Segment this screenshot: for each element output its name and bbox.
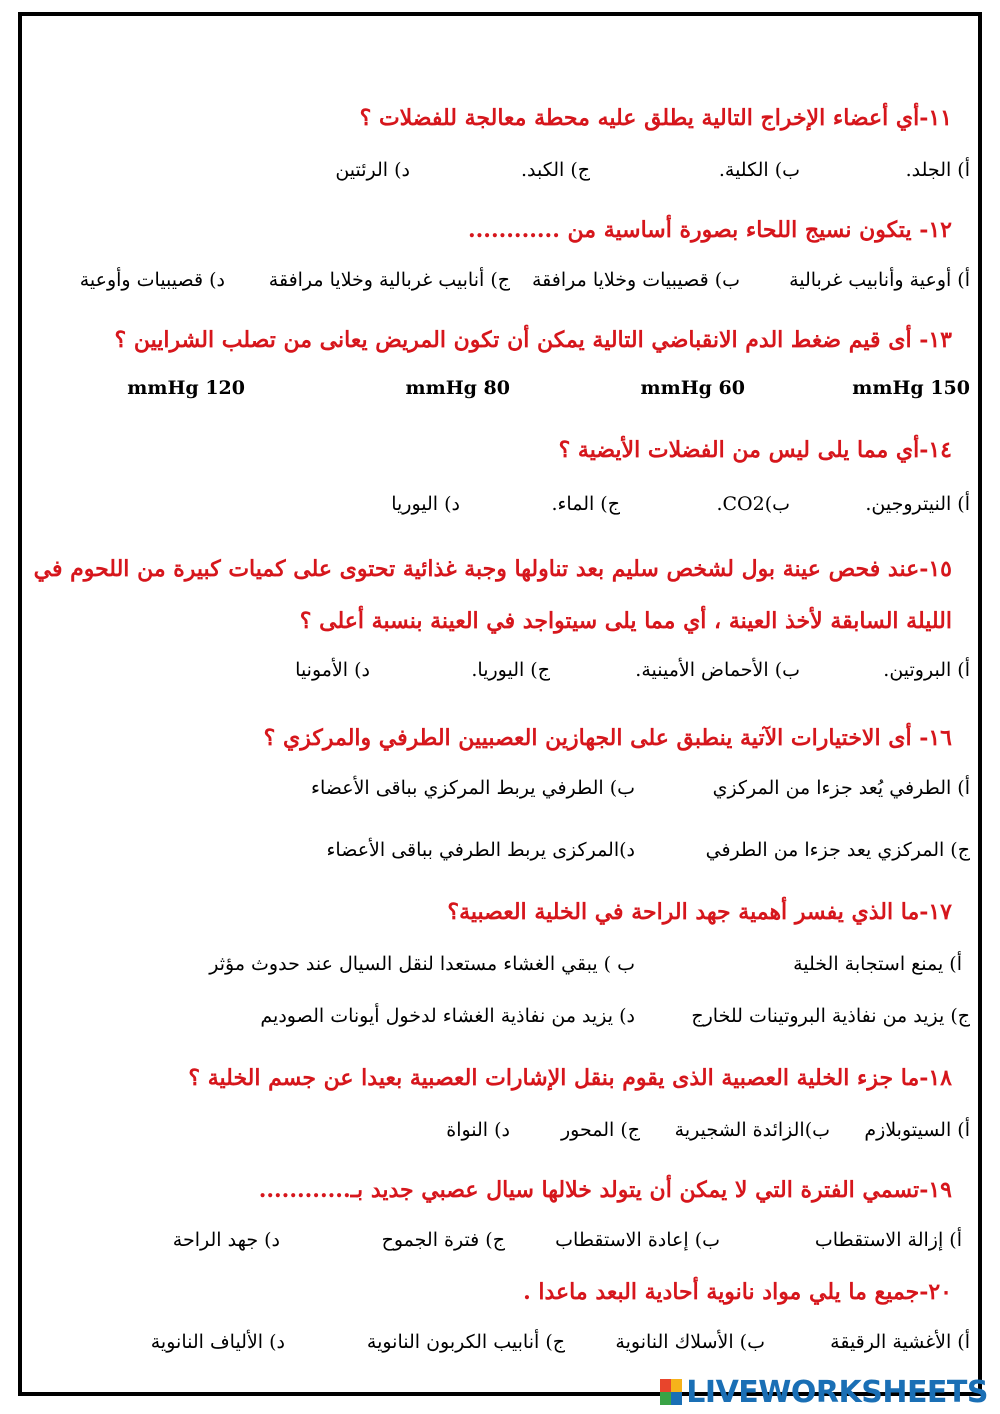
option-a[interactable]: mmHg 150 (852, 377, 970, 399)
option-d[interactable]: د) الألياف النانوية (150, 1331, 285, 1353)
option-c[interactable]: ج) الماء. (551, 493, 620, 515)
option-c[interactable]: ج) فترة الجموح (381, 1229, 505, 1251)
question-11-text: ١١-أي أعضاء الإخراج التالية يطلق عليه محطة معالجة للفضلات ؟ (359, 105, 952, 131)
option-c[interactable]: ج) أنابيب غربالية وخلايا مرافقة (268, 269, 510, 291)
option-b[interactable]: ب) الأحماض الأمينية. (635, 659, 800, 681)
liveworksheets-logo[interactable] (660, 1372, 988, 1412)
question-13-text: ١٣- أى قيم ضغط الدم الانقباضي التالية يمكن أن تكون المريض يعانى من تصلب الشرايين ؟ (114, 327, 952, 353)
question-17-text: ١٧-ما الذي يفسر أهمية جهد الراحة في الخلية العصبية؟ (447, 899, 952, 925)
question-17-options-2 (30, 999, 970, 1033)
option-d[interactable]: د) الرئتين (335, 159, 410, 181)
liveworksheets-icon (660, 1379, 682, 1405)
question-15-options (30, 653, 970, 687)
option-b[interactable]: ب) الكلية. (718, 159, 800, 181)
option-c[interactable]: ج) المحور (560, 1119, 640, 1141)
option-d[interactable]: د) الأمونيا (295, 659, 370, 681)
option-b[interactable]: ب) قصيبيات وخلايا مرافقة (531, 269, 740, 291)
logo-text: LIVEWORKSHEETS (686, 1374, 988, 1410)
question-12-options (30, 263, 970, 297)
question-18-options (30, 1113, 970, 1147)
question-15-text: ١٥-عند فحص عينة بول لشخص سليم بعد تناولها وجبة غذائية تحتوى على كميات كبيرة من اللحوم في الليلة السابقة لأخذ العينة ، أي مما يلى سيتواجد في العينة بنسبة أعلى ؟ (33, 556, 952, 634)
question-12-text: ١٢- يتكون نسيج اللحاء بصورة أساسية من ............ (467, 217, 952, 243)
option-a[interactable]: أ) يمنع استجابة الخلية (793, 953, 962, 975)
option-a[interactable]: أ) البروتين. (883, 659, 970, 681)
option-d[interactable]: د) جهد الراحة (172, 1229, 280, 1251)
question-16-options-1 (30, 771, 970, 805)
question-18-text: ١٨-ما جزء الخلية العصبية الذى يقوم بنقل الإشارات العصبية بعيدا عن جسم الخلية ؟ (188, 1065, 952, 1091)
question-11-options (30, 153, 970, 187)
question-16-options-2 (30, 833, 970, 867)
option-a[interactable]: أ) أوعية وأنابيب غربالية (789, 269, 970, 291)
option-c[interactable]: ج) الكبد. (520, 159, 590, 181)
option-c[interactable]: ج) اليوريا. (471, 659, 550, 681)
question-19-text: ١٩-تسمي الفترة التي لا يمكن أن يتولد خلالها سيال عصبي جديد بـ............ (258, 1177, 952, 1203)
option-b[interactable]: ب) الأسلاك النانوية (615, 1331, 765, 1353)
option-d[interactable]: د) اليوريا (391, 493, 460, 515)
option-b[interactable]: ب) إعادة الاستقطاب (555, 1229, 720, 1251)
option-a[interactable]: أ) إزالة الاستقطاب (814, 1229, 962, 1251)
question-17-options-1 (30, 947, 970, 981)
option-c[interactable]: mmHg 80 (405, 377, 510, 399)
option-b[interactable]: ب)الزائدة الشجيرية (674, 1119, 830, 1141)
option-c[interactable]: ج) يزيد من نفاذية البروتينات للخارج (691, 1005, 970, 1027)
option-b[interactable]: ب) الطرفي يربط المركزي بباقى الأعضاء (311, 777, 635, 799)
question-13-options (30, 371, 970, 405)
option-a[interactable]: أ) السيتوبلازم (864, 1119, 970, 1141)
question-19-options (30, 1223, 970, 1257)
question-14-options (30, 487, 970, 521)
option-a[interactable]: أ) النيتروجين. (865, 493, 970, 515)
option-a[interactable]: أ) الجلد. (905, 159, 970, 181)
option-d[interactable]: د) قصيبيات وأوعية (79, 269, 225, 291)
question-14-text: ١٤-أي مما يلى ليس من الفضلات الأيضية ؟ (558, 437, 952, 463)
option-a[interactable]: أ) الطرفي يُعد جزءا من المركزي (712, 777, 970, 799)
question-20-options (30, 1325, 970, 1359)
question-16-text: ١٦- أى الاختيارات الآتية ينطبق على الجهازين العصبيين الطرفي والمركزي ؟ (263, 725, 952, 751)
option-c[interactable]: ج) المركزي يعد جزءا من الطرفي (705, 839, 970, 861)
option-b[interactable]: mmHg 60 (640, 377, 745, 399)
option-b[interactable]: ب)CO2. (716, 493, 790, 515)
option-c[interactable]: ج) أنابيب الكربون النانوية (366, 1331, 565, 1353)
option-d[interactable]: د) يزيد من نفاذية الغشاء لدخول أيونات الصوديم (260, 1005, 635, 1027)
question-20-text: ٢٠-جميع ما يلي مواد نانوية أحادية البعد ماعدا . (523, 1279, 952, 1305)
option-a[interactable]: أ) الأغشية الرقيقة (830, 1331, 970, 1353)
option-b[interactable]: ب ) يبقي الغشاء مستعدا لنقل السيال عند حدوث مؤثر (209, 953, 635, 975)
option-d[interactable]: د)المركزى يربط الطرفي بباقى الأعضاء (326, 839, 635, 861)
option-d[interactable]: د) النواة (446, 1119, 510, 1141)
option-d[interactable]: mmHg 120 (127, 377, 245, 399)
